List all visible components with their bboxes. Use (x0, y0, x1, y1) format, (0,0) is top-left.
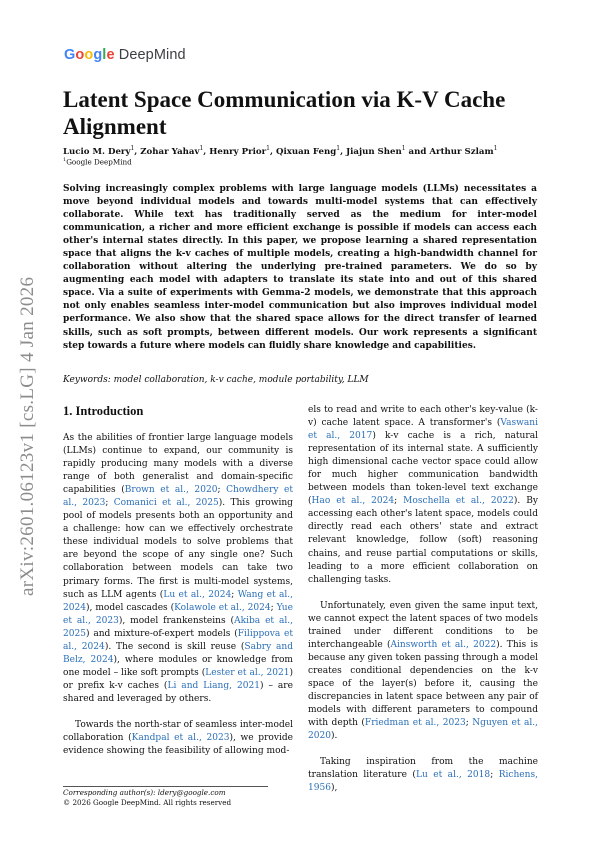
paragraph: Unfortunately, even given the same input text, we cannot expect the latent spaces of two models trained under different conditions to be interchangeable (Ainsworth et al., 2022). This is because any given token passing through a model creates conditional dependencies on the k-v space of the layer(s) before it, causing the discrepancies in latent space between any pair of models with different parameters to compound with depth (Friedman et al., 2023; Nguyen et al., 2020). (308, 600, 538, 742)
logo-google-wordmark: Google (64, 47, 115, 63)
citation-link[interactable]: Hao et al., 2024 (311, 496, 395, 507)
citation-link[interactable]: Filippova et al., 2024 (63, 628, 293, 652)
google-deepmind-logo (64, 47, 186, 63)
citation-link[interactable]: Lu et al., 2024 (163, 589, 232, 600)
citation-link[interactable]: Kolawole et al., 2024 (174, 602, 271, 613)
author-name: Zohar Yahav (140, 146, 200, 157)
citation-link[interactable]: Nguyen et al., 2020 (308, 718, 538, 742)
citation-link[interactable]: Li and Liang, 2021 (167, 680, 260, 691)
author-affiliation-mark: 1 (130, 145, 135, 152)
paragraph: els to read and write to each other's key-value (k-v) cache latent space. A transformer's (Vaswani et al., 2017) k-v cache is a rich, natural representation of its internal state. A sufficiently high dimensional cache vector space could allow for much higher communication bandwidth between models than token-level text exchange (Hao et al., 2024; Moschella et al., 2022). By accessing each other's latent space, models could directly read each others' state and extract relevant knowledge, follow (soft) reasoning chains, and reuse partial computations or skills, leading to a more efficient collaboration on challenging tasks. (308, 405, 538, 585)
author-name: Arthur Szlam (429, 146, 494, 157)
footer (63, 788, 231, 807)
citation-link[interactable]: Lester et al., 2021 (205, 667, 290, 678)
copyright-notice: © 2026 Google DeepMind. All rights reserved (63, 797, 232, 807)
citation-link[interactable]: Richens, 1956 (308, 770, 538, 794)
keywords: Keywords: model collaboration, k-v cache, module portability, LLM (63, 375, 369, 385)
paragraph: Taking inspiration from the machine translation literature (Lu et al., 2018; Richens, 1956), (308, 757, 538, 794)
author-affiliation-mark: 1 (493, 145, 498, 152)
author-name: Qixuan Feng (275, 146, 337, 157)
corresponding-author: Corresponding author(s): ldery@google.com (63, 788, 226, 797)
affiliation: $^1$Google DeepMind (63, 157, 132, 167)
arxiv-identifier[interactable]: arXiv:2601.06123v1 [cs.LG] 4 Jan 2026 (17, 276, 38, 596)
citation-link[interactable]: Yue et al., 2023 (63, 602, 293, 626)
citation-link[interactable]: Comanici et al., 2025 (113, 498, 219, 509)
author-list: Lucio M. Dery$^1$, Zohar Yahav$^1$, Henry Prior$^1$, Qixuan Feng$^1$, Jiajun Shen$^1$ and Arthur Szlam$^1$ (63, 145, 498, 157)
author-affiliation-mark: 1 (266, 145, 270, 152)
logo-deepmind-wordmark: DeepMind (118, 47, 186, 63)
author-affiliation-mark: 1 (401, 145, 406, 152)
author-name: Lucio M. Dery (63, 146, 131, 157)
citation-link[interactable]: Brown et al., 2020 (124, 485, 218, 496)
abstract: Solving increasingly complex problems with large language models (LLMs) necessitates a move beyond individual models and towards multi-model systems that can effectively collaborate. While text has traditionally served as the medium for inter-model communication, a richer and more efficient exchange is possible if models can access each other's internal states directly. In this paper, we propose learning a shared representation space that aligns the k-v caches of multiple models, creating a high-bandwidth channel for collaboration without altering the underlying pre-trained parameters. We do so by augmenting each model with adapters to translate its state into and out of this shared space. Via a suite of experiments with Gemma-2 models, we demonstrate that this approach not only enables seamless inter-model communication but also improves individual model performance. We also show that the shared space allows for the direct transfer of learned skills, such as soft prompts, between different models. Our work represents a significant step towards a future where models can fluidly share knowledge and capabilities. (63, 184, 537, 351)
citation-link[interactable]: Friedman et al., 2023 (364, 718, 466, 729)
citation-link[interactable]: Sabry and Belz, 2024 (63, 641, 293, 665)
citation-link[interactable]: Lu et al., 2018 (415, 770, 491, 781)
author-affiliation-mark: 1 (199, 145, 204, 152)
paragraph: Towards the north-star of seamless inter-model collaboration (Kandpal et al., 2023), we provide evidence showing the feasibility of allowing mod- (63, 719, 294, 757)
citation-link[interactable]: Akiba et al., 2025 (63, 615, 293, 639)
paper-title: Latent Space Communication via K-V Cache Alignment (63, 87, 506, 139)
affiliation-name: Google DeepMind (66, 157, 132, 167)
section-heading-introduction: 1. Introduction (63, 404, 144, 418)
author-name: Henry Prior (209, 146, 267, 157)
citation-link[interactable]: Wang et al., 2024 (63, 589, 293, 613)
citation-link[interactable]: Moschella et al., 2022 (403, 496, 514, 507)
intro-right-column (308, 404, 538, 795)
author-name: Jiajun Shen (346, 146, 402, 157)
citation-link[interactable]: Chowdhery et al., 2023 (63, 485, 293, 509)
intro-left-column (63, 404, 293, 758)
paragraph: As the abilities of frontier large language models (LLMs) continue to expand, our community is rapidly producing many models with a diverse range of both generalist and domain-specific capabilities (Brown et al., 2020; Chowdhery et al., 2023; Comanici et al., 2025). This growing pool of models presents both an opportunity and a challenge: how can we effectively orchestrate these individual models to solve problems that are beyond the scope of any single one? Such collaboration between models can take two primary forms. The first is multi-model systems, such as LLM agents (Lu et al., 2024; Wang et al., 2024), model cascades (Kolawole et al., 2024; Yue et al., 2023), model frankensteins (Akiba et al., 2025) and mixture-of-expert models (Filippova et al., 2024). The second is skill reuse (Sabry and Belz, 2024), where modules or knowledge from one model – like soft prompts (Lester et al., 2021) or prefix k-v caches (Li and Liang, 2021) – are shared and leveraged by others. (63, 433, 294, 704)
citation-link[interactable]: Vaswani et al., 2017 (308, 418, 538, 442)
footer-divider (63, 786, 268, 787)
citation-link[interactable]: Ainsworth et al., 2022 (390, 639, 497, 650)
author-affiliation-mark: 1 (336, 145, 341, 152)
citation-link[interactable]: Kandpal et al., 2023 (131, 733, 230, 744)
